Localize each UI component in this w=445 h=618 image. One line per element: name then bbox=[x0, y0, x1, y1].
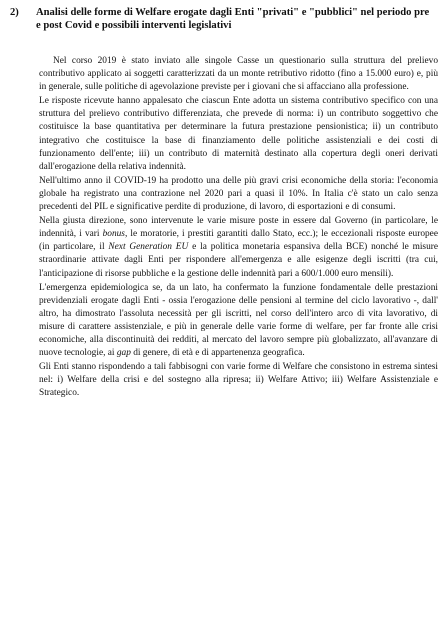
paragraph-contribution-structure: Le risposte ricevute hanno appalesato che ciascun Ente adotta un sistema contributivo specifico con una struttura del prelievo contributivo differenziata, che prevede di norma: i) un contributo soggettivo che costituisce la base quantitativa per determinare la futura prestazione pensionistica; ii) un contributo integrativo che costituisce la base di finanziamento delle politiche assistenziali e dei costi di funzionamento dell'ente; iii) un contributo di maternità destinato alla copertura degli oneri derivati dall'erogazione della relativa indennità. bbox=[39, 96, 438, 172]
paragraph-questionnaire: Nel corso 2019 è stato inviato alle singole Casse un questionario sulla struttura del prelievo contributivo applicato ai soggetti caratterizzati da un monte retributivo ridotto (fino a 15.000 euro) e, più in generale, sulle politiche di agevolazione previste per i giovani che si affacciano alla professione. bbox=[39, 56, 438, 93]
paragraph-measures-text-3: e la politica monetaria espansiva della BCE) nonché le misure straordinarie attivate dagli Enti per rispondere all'emergenza e alle esigenze degli iscritti (tra cui, l'anticipazione di risorse pubbliche e la gestione delle indennità pari a 600/1.000 euro mensili). bbox=[39, 242, 438, 279]
section-title: Analisi delle forme di Welfare erogate dagli Enti "privati" e "pubblici" nel periodo pre e post Covid e possibili interventi legislativi bbox=[36, 7, 430, 31]
section-body bbox=[39, 55, 438, 400]
section-number: 2) bbox=[10, 7, 19, 18]
paragraph-emergency-text-2: di genere, di età e di appartenenza geografica. bbox=[130, 348, 305, 359]
paragraph-measures-bonus: bonus bbox=[102, 229, 125, 240]
paragraph-measures bbox=[39, 215, 438, 280]
section-heading bbox=[10, 6, 435, 32]
paragraph-measures-text-1: Nella giusta direzione, sono intervenute le varie misure poste in essere dal Governo (in particolare, le indennità, i vari bbox=[39, 216, 438, 240]
paragraph-emergency bbox=[39, 282, 438, 361]
paragraph-welfare-forms: Gli Enti stanno rispondendo a tali fabbisogni con varie forme di Welfare che consistono in estrema sintesi nel: i) Welfare della crisi e del sostegno alla ripresa; ii) Welfare Attivo; iii) Welfare Assistenziale e Strategico. bbox=[39, 362, 438, 399]
paragraph-covid-crisis: Nell'ultimo anno il COVID-19 ha prodotto una delle più gravi crisi economiche della storia: l'economia globale ha registrato una contrazione nel 2020 pari a quasi il 10%. In Italia c'è stato un calo senza precedenti del PIL e significative perdite di produzione, di lavoro, di esportazioni e di consumi. bbox=[39, 175, 438, 213]
paragraph-measures-ngeu: Next Generation EU bbox=[108, 242, 189, 253]
paragraph-emergency-gap: gap bbox=[116, 348, 131, 359]
paragraph-emergency-text-1: L'emergenza epidemiologica se, da un lato, ha confermato la funzione fondamentale delle prestazioni previdenziali erogate dagli Enti - ossia l'erogazione delle pensioni al termine del ciclo lavorativo -, dall' altro, ha dimostrato l'assoluta necessità per gli iscritti, nel corso dell'intero arco di vita lavorativo, di misure di carattere assistenziale, e più in generale delle varie forme di welfare, per far fronte alle crisi economiche, alla discontinuità dei redditi, al mercato del lavoro sempre più globalizzato, all'avanzare di nuove tecnologie, ai bbox=[39, 282, 438, 359]
paragraph-measures-text-2: , le moratorie, i prestiti garantiti dallo Stato, ecc.); le eccezionali risposte europee (in particolare, il bbox=[39, 229, 438, 253]
